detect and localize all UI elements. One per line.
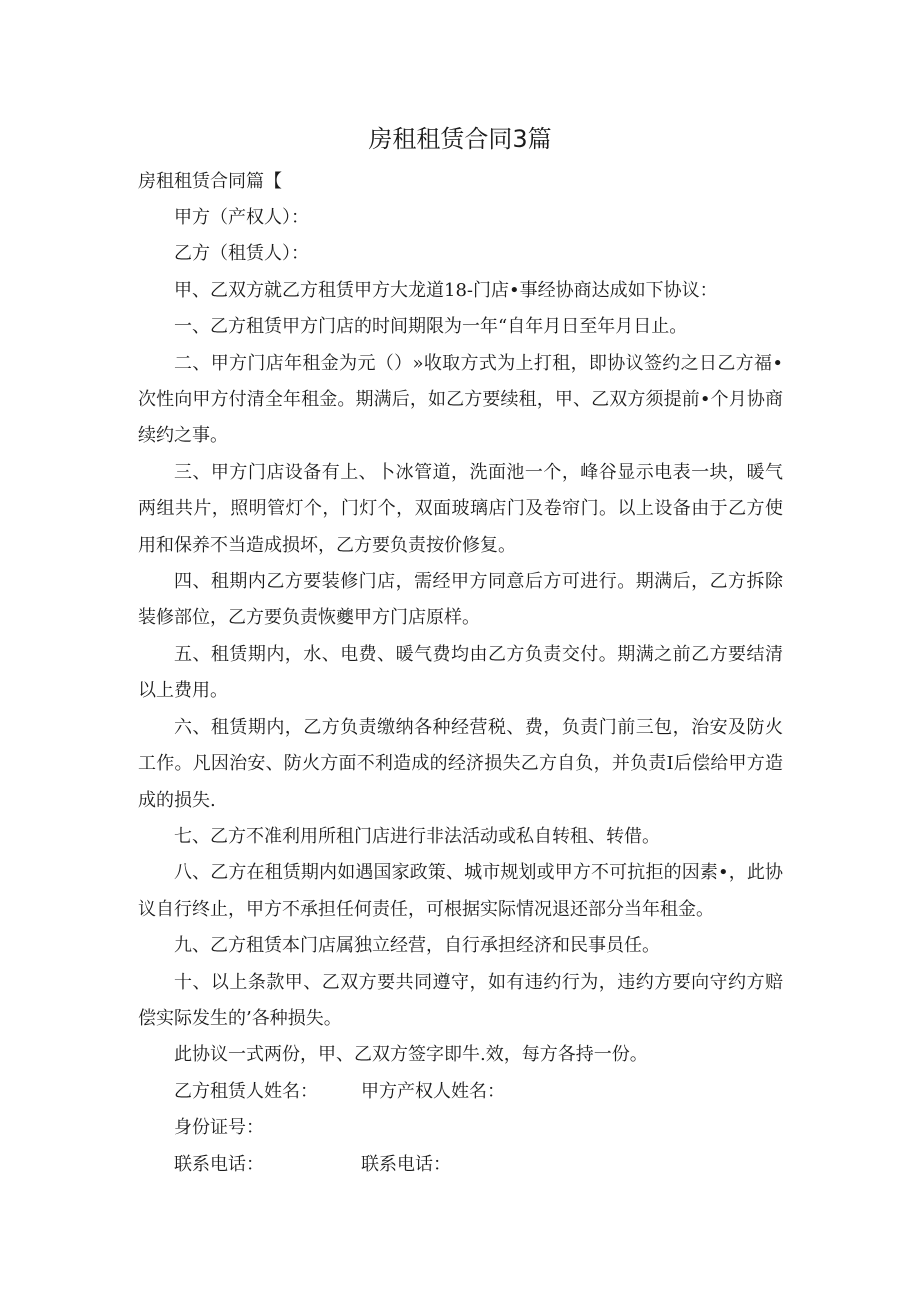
signature-phone-row: [138, 1147, 783, 1183]
id-number-label: 身份证号：: [174, 1117, 264, 1139]
clause-1: 一、乙方租赁甲方门店的时间期限为一年“自年月日至年月日止。: [174, 316, 688, 338]
clause-3: 三、甲方门店设备有上、卜冰管道，洗面池一个，峰谷显示电表一块，暖气两组共片，照明管灯个，门灯个，双面玻璃店门及卷帘门。以上设备由于乙方使用和保养不当造成损坏，乙方要负责按价修复。: [138, 461, 783, 556]
clause-6: 六、租赁期内，乙方负责缴纳各种经营税、费，负责门前三包，治安及防火工作。凡因治安、防火方面不利造成的经济损失乙方自负，并负责I后偿给甲方造成的损失.: [138, 716, 783, 811]
signature-names-row: [138, 1074, 783, 1110]
clause-9: 九、乙方租赁本门店属独立经营，自行承担经济和民事员任。: [174, 935, 660, 957]
clause-2: 二、甲方门店年租金为元（）»收取方式为上打租，即协议签约之日乙方福•次性向甲方付清全年租金。期满后，如乙方要续租，甲、乙双方须提前•个月协商续约之事。: [138, 352, 783, 447]
clause-5: 五、租赁期内，水、电费、暖气费均由乙方负责交付。期满之前乙方要结清以上费用。: [138, 643, 783, 702]
document-body: [138, 200, 783, 1183]
document-title: 房租租赁合同3篇: [368, 125, 552, 153]
party-b-line: 乙方（租赁人）：: [174, 243, 309, 265]
signature-id-row: [138, 1110, 783, 1146]
document-subtitle: 房租租赁合同篇【: [138, 171, 282, 192]
clause-10: 十、以上条款甲、乙双方要共同遵守，如有违约行为，违约方要向守约方赔偿实际发生的’各种损失。: [138, 971, 783, 1029]
party-a-line: 甲方（产权人）：: [174, 207, 309, 228]
clause-8: 八、乙方在租赁期内如遇国家政策、城市规划或甲方不可抗拒的因素•，此协议自行终止，甲方不承担任何责任，可根据实际情况退还部分当年租金。: [138, 862, 783, 920]
preamble-paragraph: 甲、乙双方就乙方租赁甲方大龙道18-门店•事经协商达成如下协议：: [174, 279, 718, 301]
clause-4: 四、租期内乙方要装修门店，需经甲方同意后方可进行。期满后，乙方拆除装修部位，乙方要负责恢夔甲方门店原样。: [138, 571, 783, 629]
copies-paragraph: 此协议一式两份，甲、乙双方签字即牛.效，每方各持一份。: [174, 1044, 648, 1066]
clause-7: 七、乙方不准利用所租门店进行非法活动或私自转租、转借。: [174, 825, 660, 847]
owner-name-label: 甲方产权人姓名：: [361, 1080, 505, 1102]
owner-phone-label: 联系电话：: [361, 1153, 451, 1175]
lessee-phone-label: 联系电话：: [174, 1153, 264, 1175]
lessee-name-label: 乙方租赁人姓名：: [174, 1080, 318, 1102]
